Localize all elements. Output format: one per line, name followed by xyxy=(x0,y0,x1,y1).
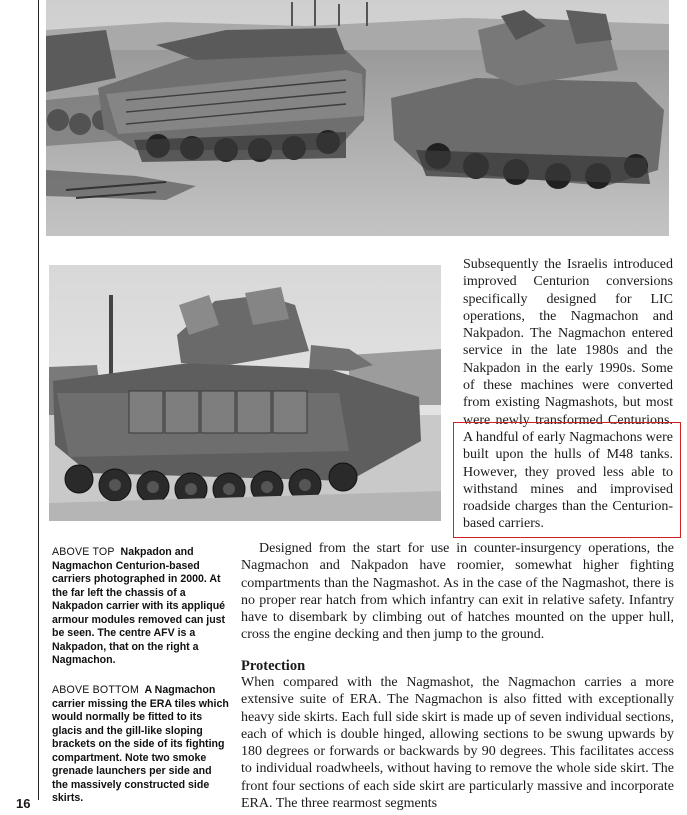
caption-bottom xyxy=(52,684,230,806)
photo-bottom xyxy=(49,265,441,521)
right-column-text-highlight: A handful of early Nagmachons were built upon the hulls of M48 tanks. However, they proved less able to withstand mines and improvised roadside charges than the Centurion-based carriers. xyxy=(463,429,673,532)
caption-top-label: ABOVE TOP xyxy=(52,546,115,558)
margin-rule xyxy=(38,0,39,800)
page-number: 16 xyxy=(16,796,31,811)
highlight-box xyxy=(453,422,681,538)
photo-nagmachon-icon xyxy=(49,265,441,521)
caption-top xyxy=(52,546,230,668)
body-paragraph-2: When compared with the Nagmashot, the Nagmachon carries a more extensive suite of ERA. The Nagmachon is also fitted with exceptionally heavy side skirts. Each full side skirt is made up of seven individual sections, each of which is double hinged, allowing sections to be swung upwards by 180 degrees or forwards or backwards by 90 degrees. This facilitates access to individual roadwheels, without having to remove the whole side skirt. The front four sections of each side skirt are particularly massive and incorporate ERA. The three rearmost segments xyxy=(241,675,674,812)
caption-bottom-label: ABOVE BOTTOM xyxy=(52,684,139,696)
photo-top xyxy=(46,0,669,236)
photo-tanks-yard-icon xyxy=(46,0,669,236)
right-column-text-before: Subsequently the Israelis introduced improved Centurion conversions specifically designed for LIC operations, the Nagmachon and Nakpadon. The Nagmachon entered service in the late 1980s and the Nakpadon in the early 1990s. Some of these machines were converted from existing Nagmashots, but most were newly transformed Centurions. xyxy=(463,257,673,428)
caption-top-text: Nakpadon and Nagmachon Centurion-based carriers photographed in 2000. At the far left the chassis of a Nakpadon carrier with its appliqué armour modules removed can just be seen. The centre AFV is a Nakpadon, that on the right a Nagmachon. xyxy=(52,546,226,666)
caption-bottom-text: A Nagmachon carrier missing the ERA tiles which would normally be fitted to its glacis and the gill-like sloping brackets on the side of its fighting compartment. Note two smoke grenade launchers per side and the massively constructed side skirts. xyxy=(52,684,229,804)
section-heading-protection: Protection xyxy=(241,658,306,674)
body-paragraph-1: Designed from the start for use in counter-insurgency operations, the Nagmachon and Nakpadon have roomier, somewhat higher fighting compartments than the Nagmashot. As in the case of the Nagmashot, there is no proper rear hatch from which infantry can exit in relative safety. Infantry have to disembark by climbing out of hatches mounted on the upper hull, cross the engine decking and then jump to the ground. xyxy=(241,541,674,643)
